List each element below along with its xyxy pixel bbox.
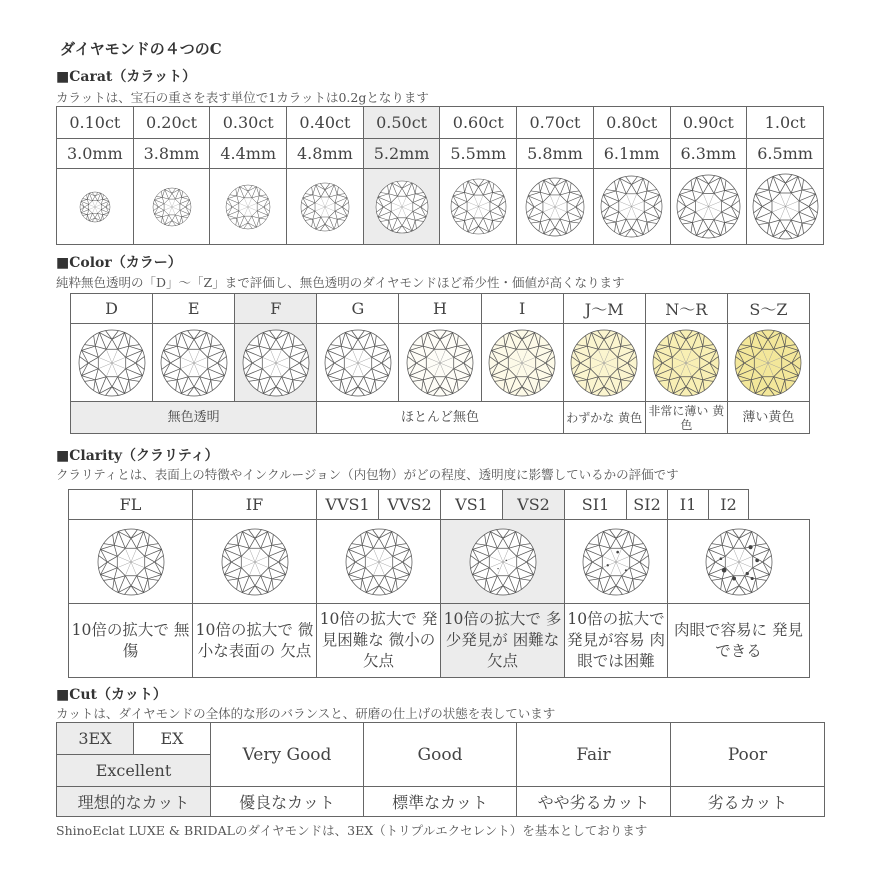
clarity-grade: VVS2 [379,490,441,520]
color-grade: G [317,294,399,324]
color-label-colorless: 無色透明 [71,402,317,434]
carat-weight-row [57,107,824,139]
color-diamond-cell [481,324,563,402]
diamond-icon [752,173,819,240]
color-diamond-cell [235,324,317,402]
cut-table [56,722,825,817]
carat-diamond-cell [363,169,440,245]
diamond-icon [242,329,310,397]
clarity-desc: 10倍の拡大で 発見困難な 微小の欠点 [317,604,441,678]
carat-description: カラットは、宝石の重さを表す単位で1カラットは0.2gとなります [56,90,429,105]
cut-grade-excellent: Excellent [57,755,211,787]
clarity-desc: 10倍の拡大で 発見が容易 肉眼では困難 [565,604,668,678]
carat-size: 6.3mm [670,139,747,169]
color-diamond-cell [71,324,153,402]
cut-label: 理想的なカット [57,787,211,817]
carat-table [56,106,824,245]
color-label-faint-yellow: わずかな 黄色 [563,402,645,434]
clarity-diamond-cell [317,520,441,604]
cut-heading: ■Cut（カット） [56,687,167,703]
color-diamond-cell [153,324,235,402]
cut-label-row [57,787,825,817]
diamond-icon [345,528,413,596]
clarity-diamond-cell [565,520,668,604]
color-grade: N～R [645,294,727,324]
color-diamond-row [71,324,810,402]
color-table [70,293,810,434]
carat-size: 5.5mm [440,139,517,169]
color-heading: ■Color（カラー） [56,255,182,271]
clarity-diamond-cell [193,520,317,604]
diamond-icon [160,329,228,397]
carat-diamond-row [57,169,824,245]
color-grade: E [153,294,235,324]
diamond-icon [450,178,507,235]
clarity-diamond-cell [441,520,565,604]
clarity-heading: ■Clarity（クラリティ） [56,448,219,464]
cut-label: 劣るカット [671,787,825,817]
diamond-icon [300,182,350,232]
color-grade-row [71,294,810,324]
color-diamond-cell [727,324,809,402]
clarity-grade: VS2 [503,490,565,520]
diamond-icon [488,329,556,397]
carat-diamond-cell [210,169,287,245]
carat-weight: 0.10ct [57,107,134,139]
carat-weight: 0.40ct [287,107,364,139]
carat-size: 3.0mm [57,139,134,169]
carat-weight: 0.20ct [133,107,210,139]
diamond-icon [221,528,289,596]
carat-diamond-cell [670,169,747,245]
carat-diamond-cell [593,169,670,245]
carat-size: 6.5mm [747,139,824,169]
clarity-table [68,489,810,678]
cut-grade-fair: Fair [517,723,671,787]
diamond-icon [525,177,585,237]
carat-size-row [57,139,824,169]
footer-note: ShinoEclat LUXE & BRIDALのダイヤモンドは、3EX（トリプルエクセレント）を基本としております [56,823,648,838]
clarity-grade: VS1 [441,490,503,520]
color-diamond-cell [317,324,399,402]
clarity-grade-row [69,490,810,520]
diamond-icon [225,184,271,230]
color-grade: H [399,294,481,324]
clarity-grade: SI1 [565,490,627,520]
carat-diamond-cell [287,169,364,245]
carat-diamond-cell [517,169,594,245]
clarity-grade: I2 [709,490,749,520]
color-diamond-cell [399,324,481,402]
carat-weight: 0.60ct [440,107,517,139]
clarity-desc-row [69,604,810,678]
color-label-row [71,402,810,434]
diamond-icon [582,528,650,596]
carat-size: 5.8mm [517,139,594,169]
clarity-grade: I1 [668,490,709,520]
clarity-desc: 10倍の拡大で 微小な表面の 欠点 [193,604,317,678]
diamond-icon [324,329,392,397]
cut-grade-good: Good [364,723,517,787]
cut-grade-very-good: Very Good [211,723,364,787]
color-diamond-cell [563,324,645,402]
clarity-grade: VVS1 [317,490,379,520]
color-diamond-cell [645,324,727,402]
carat-size: 4.8mm [287,139,364,169]
carat-heading: ■Carat（カラット） [56,69,197,85]
clarity-desc: 肉眼で容易に 発見できる [668,604,810,678]
cut-label: やや劣るカット [517,787,671,817]
carat-size: 4.4mm [210,139,287,169]
carat-weight: 0.90ct [670,107,747,139]
carat-weight: 0.30ct [210,107,287,139]
clarity-grade: IF [193,490,317,520]
cut-grade-ex: EX [134,723,211,755]
diamond-icon [79,191,111,223]
clarity-grade: FL [69,490,193,520]
carat-diamond-cell [747,169,824,245]
diamond-icon [570,329,638,397]
diamond-icon [600,175,663,238]
clarity-grade: SI2 [627,490,668,520]
cut-description: カットは、ダイヤモンドの全体的な形のバランスと、研磨の仕上げの状態を表しています [56,706,556,721]
color-label-very-light-yellow: 非常に薄い 黄色 [645,402,727,434]
color-grade: S～Z [727,294,809,324]
diamond-icon [97,528,165,596]
color-label-near-colorless: ほとんど無色 [317,402,563,434]
carat-size: 6.1mm [593,139,670,169]
clarity-diamond-row [69,520,810,604]
color-grade: I [481,294,563,324]
carat-size: 3.8mm [133,139,210,169]
color-grade: D [71,294,153,324]
diamond-icon [469,528,537,596]
page-title: ダイヤモンドの４つのC [60,40,222,58]
color-label-light-yellow: 薄い黄色 [727,402,809,434]
diamond-icon [676,174,741,239]
clarity-diamond-cell [668,520,810,604]
carat-weight: 0.50ct [363,107,440,139]
carat-weight: 1.0ct [747,107,824,139]
diamond-icon [152,187,192,227]
diamond-icon [705,528,773,596]
diamond-icon [652,329,720,397]
carat-diamond-cell [440,169,517,245]
clarity-desc: 10倍の拡大で 多少発見が 困難な欠点 [441,604,565,678]
color-grade: J～M [563,294,645,324]
color-description: 純粋無色透明の「D」～「Z」まで評価し、無色透明のダイヤモンドほど希少性・価値が高くなります [56,275,625,290]
carat-diamond-cell [57,169,134,245]
cut-label: 標準なカット [364,787,517,817]
cut-label: 優良なカット [211,787,364,817]
clarity-description: クラリティとは、表面上の特徴やインクルージョン（内包物）がどの程度、透明度に影響しているかの評価です [56,467,679,482]
carat-diamond-cell [133,169,210,245]
color-grade: F [235,294,317,324]
diamond-icon [734,329,802,397]
clarity-diamond-cell [69,520,193,604]
carat-weight: 0.70ct [517,107,594,139]
diamond-icon [406,329,474,397]
carat-weight: 0.80ct [593,107,670,139]
clarity-desc: 10倍の拡大で 無傷 [69,604,193,678]
carat-size: 5.2mm [363,139,440,169]
diamond-icon [375,180,429,234]
cut-grade-poor: Poor [671,723,825,787]
diamond-icon [78,329,146,397]
cut-grade-3ex: 3EX [57,723,134,755]
